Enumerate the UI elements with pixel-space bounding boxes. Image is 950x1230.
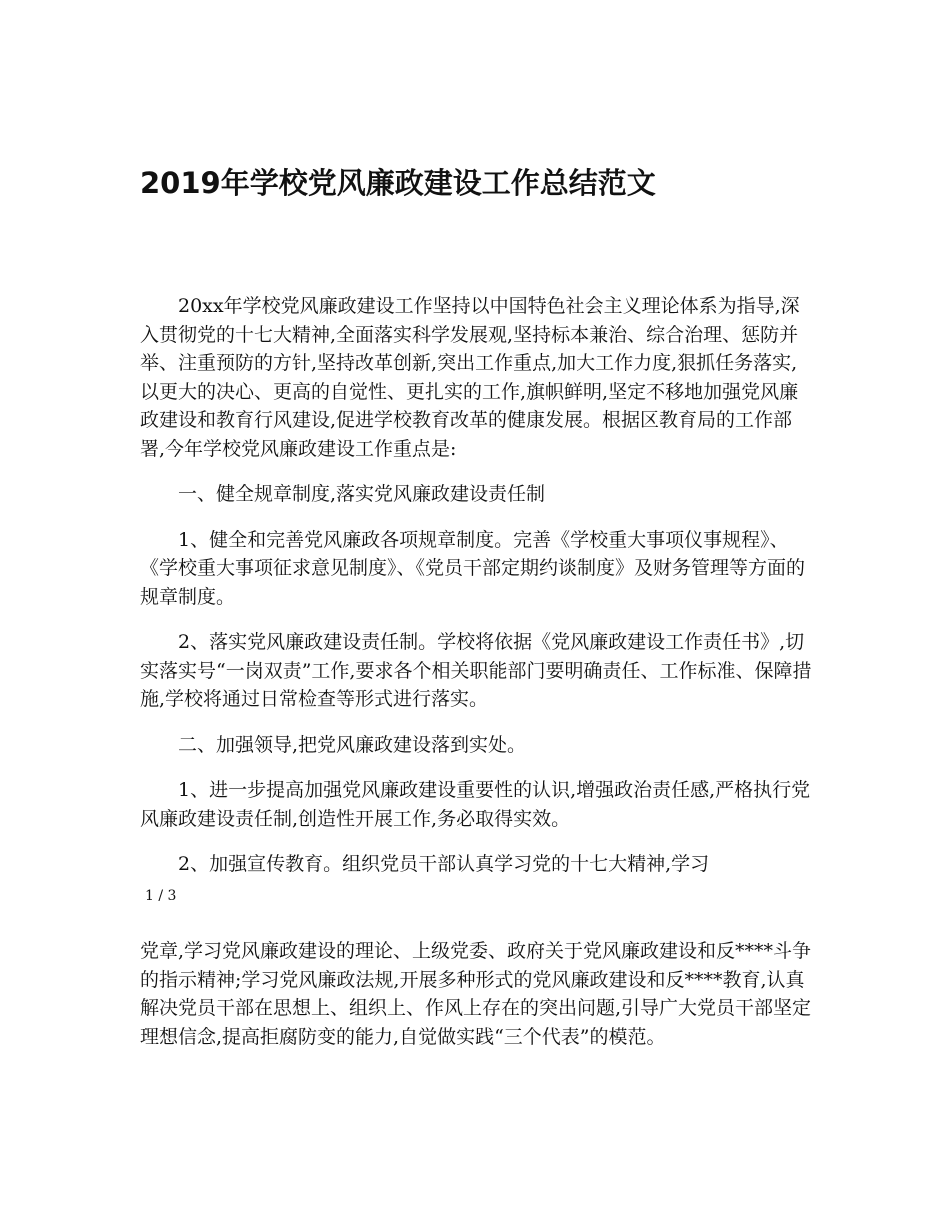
section-heading-1: 一、健全规章制度,落实党风廉政建设责任制: [178, 483, 546, 505]
page-number: 1 / 3: [145, 888, 177, 904]
continued-paragraph: 党章,学习党风廉政建设的理论、上级党委、政府关于党风廉政建设和反****斗争的指示精神;学习党风廉政法规,开展多种形式的党风廉政建设和反****教育,认真解决党员干部在思想上、组织上、作风上存在的突出问题,引导广大党员干部坚定理想信念,提高拒腐防变的能力,自觉做实践“三个代表”的模范。: [140, 940, 812, 1048]
paragraph-item: 2、落实党风廉政建设责任制。学校将依据《党风廉政建设工作责任书》,切实落实号“一岗双责”工作,要求各个相关职能部门要明确责任、工作标准、保障措施,学校将通过日常检查等形式进行落实。: [140, 631, 812, 710]
document-title: 2019年学校党风廉政建设工作总结范文: [140, 166, 656, 200]
page-2-body: [140, 937, 812, 1068]
section-heading-2: 二、加强领导,把党风廉政建设落到实处。: [178, 733, 527, 756]
intro-paragraph: 20xx年学校党风廉政建设工作坚持以中国特色社会主义理论体系为指导,深入贯彻党的十七大精神,全面落实科学发展观,坚持标本兼治、综合治理、惩防并举、注重预防的方针,坚持改革创新,突出工作重点,加大工作力度,狠抓任务落实,以更大的决心、更高的自觉性、更扎实的工作,旗帜鲜明,坚定不移地加强党风廉政建设和教育行风建设,促进学校教育改革的健康发展。根据区教育局的工作部署,今年学校党风廉政建设工作重点是:: [140, 295, 800, 460]
paragraph-item: 1、进一步提高加强党风廉政建设重要性的认识,增强政治责任感,严格执行党风廉政建设责任制,创造性开展工作,务必取得实效。: [140, 779, 811, 830]
page-1-body: [140, 292, 812, 896]
paragraph-item: 2、加强宣传教育。组织党员干部认真学习党的十七大精神,学习: [178, 853, 710, 875]
paragraph-item: 1、健全和完善党风廉政各项规章制度。完善《学校重大事项仪事规程》、《学校重大事项征求意见制度》、《党员干部定期约谈制度》及财务管理等方面的规章制度。: [140, 528, 806, 608]
